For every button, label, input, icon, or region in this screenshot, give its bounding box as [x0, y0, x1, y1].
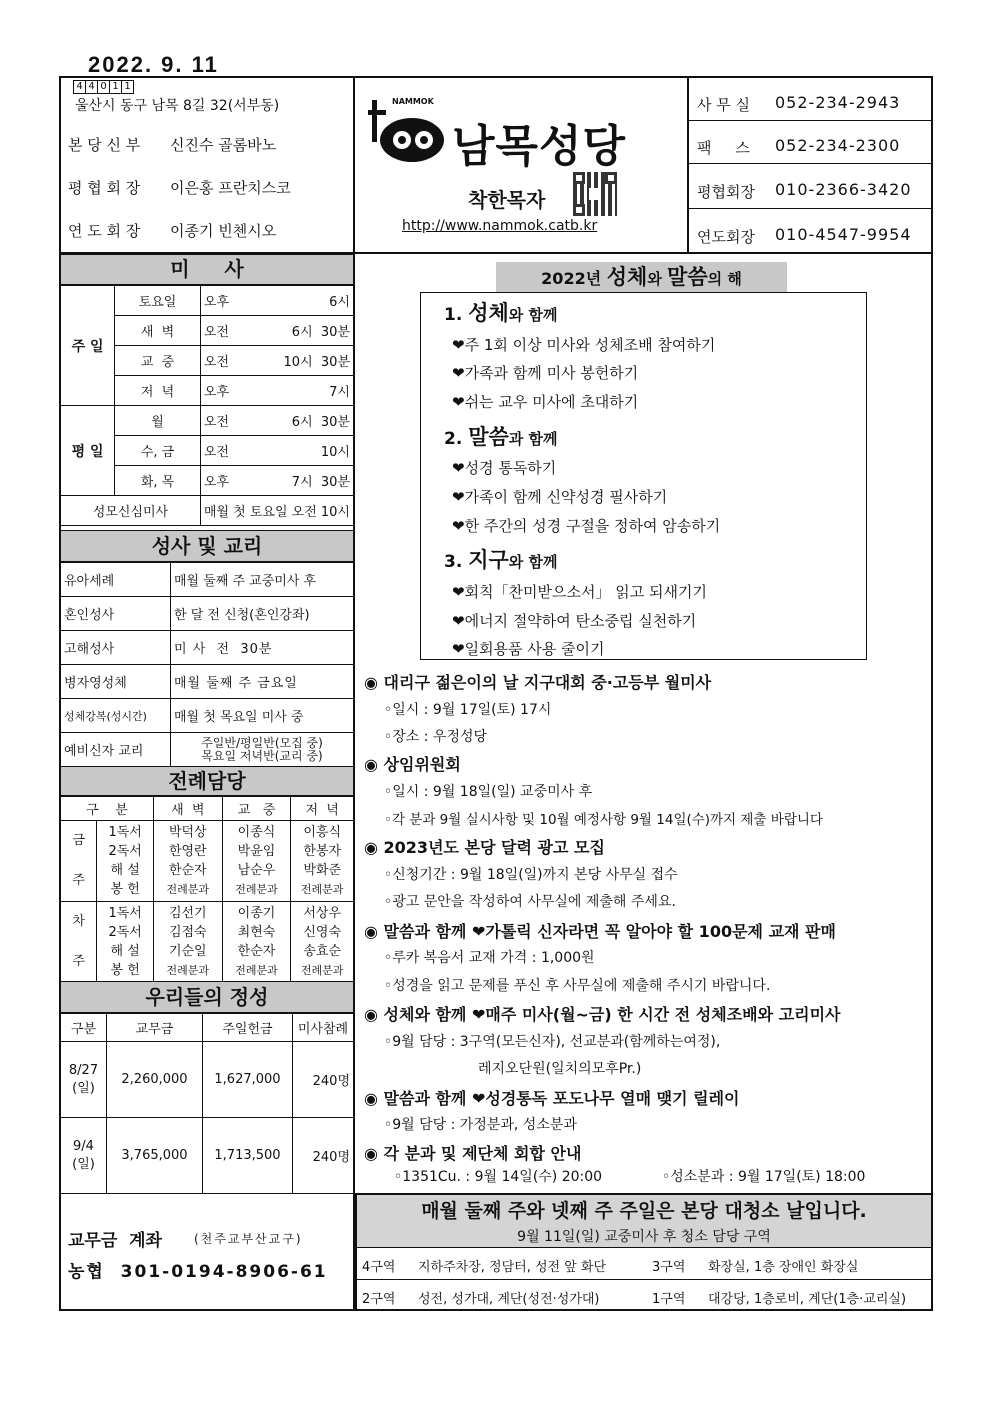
announcement-line: ◦9월 담당 : 3구역(모든신자), 선교분과(함께하는여정), [384, 1034, 721, 1050]
council-president-name: 이은홍 프란치스코 [170, 179, 291, 197]
liturgy-role: 1독서 [108, 906, 142, 921]
sacrament-value: 매월 둘째 주 교중미사 후 [171, 563, 354, 597]
contact-divider [689, 120, 932, 121]
theme-item [452, 362, 638, 383]
theme-num: 2. [444, 429, 469, 449]
theme-item-text: 가족과 함께 미사 봉헌하기 [464, 364, 639, 382]
cleaning-area: 대강당, 1층로비, 계단(1층·교리실) [708, 1292, 907, 1307]
offering-table [60, 1013, 354, 1194]
liturgy-role: 2독서 [108, 844, 142, 859]
account-sub: (천주교부산교구) [194, 1232, 303, 1246]
week-label-char: 주 [72, 873, 85, 888]
bullet-circle-icon: ◉ [364, 922, 384, 941]
sacrament-label: 예비신자 교리 [61, 733, 171, 767]
theme-section-heading [444, 544, 558, 574]
announcement-line: ◦9월 담당 : 가정분과, 성소분과 [384, 1117, 577, 1133]
liturgy-person: 이종기 [237, 906, 276, 921]
offering-header: 주일헌금 [203, 1014, 293, 1042]
pastor-name: 신진수 골롬바노 [170, 136, 277, 154]
cleaning-zone: 2구역 [362, 1292, 396, 1307]
theme-num: 3. [444, 552, 469, 572]
liturgy-person: 한봉자 [303, 844, 342, 859]
mass-time: 7시 30분 [242, 466, 353, 496]
theme-item-text: 한 주간의 성경 구절을 정하여 암송하기 [464, 517, 721, 535]
header-divider-right [687, 77, 689, 253]
liturgy-person: 박덕상 [168, 825, 207, 840]
mass-time: 10시 [242, 436, 353, 466]
account-number: 농협 301-0194-8906-61 [68, 1262, 328, 1282]
sacrament-value: 매월 첫 목요일 미사 중 [171, 699, 354, 733]
announcement-line: ◦광고 문안을 작성하여 사무실에 제출해 주세요. [384, 894, 676, 910]
liturgy-week-label [61, 821, 97, 902]
motto: 착한목자 [468, 188, 546, 212]
bullet-circle-icon: ◉ [364, 673, 384, 692]
account-divider [61, 1193, 353, 1194]
heart-icon: ❤ [452, 336, 465, 354]
announcement-line: 레지오단원(일치의모후Pr.) [478, 1061, 642, 1077]
liturgy-person: 최현숙 [237, 925, 276, 940]
cleaning-divider [357, 1247, 931, 1248]
liturgy-header: 교 중 [222, 797, 291, 821]
pastor-label: 본 당 신 부 [68, 136, 141, 154]
theme-num: 1. [444, 305, 469, 325]
council-president-label: 평 협 회 장 [68, 179, 141, 197]
account-label: 교무금 계좌 [68, 1231, 162, 1251]
announcement-line: ◦루카 복음서 교재 가격 : 1,000원 [384, 950, 595, 966]
year-theme-title [496, 262, 787, 292]
offering-tithe: 2,260,000 [107, 1042, 203, 1118]
liturgy-role: 2독서 [108, 925, 142, 940]
mass-ampm: 오후 [200, 286, 242, 316]
announcement-line: ◦일시 : 9월 18일(일) 교중미사 후 [384, 784, 593, 800]
sacrament-value: 매월 둘째 주 금요일 [171, 665, 354, 699]
theme-item [452, 515, 720, 536]
mass-time: 7시 [242, 376, 353, 406]
mass-day: 수, 금 [115, 436, 201, 466]
liturgy-role: 해 설 [110, 863, 140, 878]
offering-header: 미사참례 [293, 1014, 354, 1042]
announcement-title [364, 1141, 581, 1164]
mass-day: 월 [115, 406, 201, 436]
liturgy-roles [97, 902, 154, 983]
bullet-circle-icon: ◉ [364, 1005, 384, 1024]
church-name: 남목성당 [452, 121, 627, 172]
office-label: 사 무 실 [697, 96, 751, 114]
right-frame-edge [931, 253, 933, 1195]
postcode-digit: 1 [122, 80, 134, 94]
catechumen-value [171, 733, 354, 767]
announcement-title-text: 각 분과 및 제단체 회합 안내 [383, 1144, 582, 1163]
mass-day: 새 벽 [115, 316, 201, 346]
church-logo-icon [368, 96, 446, 166]
theme-title-part: 와 [647, 270, 668, 288]
liturgy-person: 박윤임 [237, 844, 276, 859]
liturgy-person: 전례분과 [235, 883, 278, 896]
liturgy-col [291, 821, 354, 902]
memorial-phone: 010-4547-9954 [775, 225, 912, 244]
theme-item [452, 391, 638, 412]
liturgy-header: 새 벽 [153, 797, 222, 821]
announcement-title [364, 919, 836, 942]
liturgy-person: 한순자 [168, 863, 207, 878]
postcode-digit: 0 [98, 80, 110, 94]
liturgy-person: 전례분과 [300, 883, 344, 896]
announcement-title-text: 성체와 함께 ❤매주 미사(월~금) 한 시간 전 성체조배와 고리미사 [383, 1005, 841, 1024]
mass-time: 6시 30분 [242, 316, 353, 346]
theme-key: 성체 [468, 301, 509, 325]
theme-tail: 와 함께 [508, 306, 558, 324]
liturgy-roles [97, 821, 154, 902]
liturgy-person: 한영란 [168, 844, 207, 859]
postcode-digit: 1 [110, 80, 122, 94]
sacrament-value: 미 사 전 30분 [171, 631, 354, 665]
liturgy-person: 전례분과 [166, 964, 210, 977]
announcement-line: ◦성경을 읽고 문제를 푸신 후 사무실에 제출해 주시기 바랍니다. [384, 978, 771, 994]
heart-icon: ❤ [452, 517, 465, 535]
bullet-circle-icon: ◉ [364, 755, 384, 774]
liturgy-person: 서상우 [303, 906, 342, 921]
church-address: 울산시 동구 남목 8길 32(서부동) [75, 98, 280, 114]
liturgy-col [291, 902, 354, 983]
liturgy-person: 전례분과 [300, 964, 344, 977]
memorial-phone-label: 연도회장 [697, 228, 755, 246]
offering-date-text: 9/4 [73, 1138, 94, 1154]
cleaning-divider [357, 1279, 931, 1280]
theme-item [452, 457, 556, 478]
announcement-title [364, 752, 461, 775]
liturgy-header: 구 분 [61, 797, 154, 821]
sacrament-label: 혼인성사 [61, 597, 171, 631]
liturgy-person: 남순우 [237, 863, 276, 878]
heart-icon: ❤ [452, 612, 465, 630]
bulletin-date: 2022. 9. 11 [88, 52, 219, 77]
theme-key: 말씀 [468, 425, 509, 449]
theme-item [452, 334, 715, 355]
logo-small-text: NAMMOK [392, 97, 434, 106]
cleaning-area: 화장실, 1층 장애인 화장실 [708, 1260, 859, 1275]
mass-ampm: 오전 [200, 346, 242, 376]
liturgy-person: 이흥식 [303, 825, 342, 840]
sacrament-label: 성체강복(성시간) [61, 699, 171, 733]
bullet-circle-icon: ◉ [364, 838, 384, 857]
sunday-label: 주 일 [61, 286, 115, 406]
mass-ampm: 오후 [200, 466, 242, 496]
council-phone-label: 평협회장 [697, 183, 755, 201]
liturgy-week-label [61, 902, 97, 983]
cleaning-title: 매월 둘째 주와 넷째 주 주일은 본당 대청소 날입니다. [421, 1200, 867, 1222]
mass-time: 6시 [242, 286, 353, 316]
liturgy-role: 1독서 [108, 825, 142, 840]
heart-icon: ❤ [452, 488, 465, 506]
liturgy-header: 저 녁 [291, 797, 354, 821]
fax-label: 팩 스 [697, 139, 750, 157]
offering-attendance: 240명 [293, 1042, 354, 1118]
heart-icon: ❤ [452, 459, 465, 477]
liturgy-table [60, 796, 354, 983]
weekday-label: 평 일 [61, 406, 115, 496]
cleaning-zone: 4구역 [362, 1260, 396, 1275]
announcement-title-text: 말씀과 함께 ❤가톨릭 신자라면 꼭 알아야 할 100문제 교재 판매 [383, 922, 836, 941]
mass-day: 교 중 [115, 346, 201, 376]
sacraments-section-title: 성사 및 교리 [61, 530, 353, 562]
theme-title-part: 2022년 [541, 269, 607, 288]
liturgy-role: 봉 헌 [110, 963, 140, 978]
theme-item-text: 가족이 함께 신약성경 필사하기 [464, 488, 668, 506]
cleaning-subtitle: 9월 11일(일) 교중미사 후 청소 담당 구역 [517, 1229, 771, 1245]
offering-sunday: 1,713,500 [203, 1118, 293, 1194]
liturgy-section-title: 전례담당 [61, 766, 353, 796]
marian-mass-label: 성모신심미사 [61, 496, 201, 526]
liturgy-person: 기순일 [168, 944, 207, 959]
announcement-line: ◦각 분과 9월 실시사항 및 10월 예정사항 9월 14일(수)까지 제출 바랍니다 [384, 812, 823, 828]
announcement-line: ◦신청기간 : 9월 18일(일)까지 본당 사무실 접수 [384, 867, 678, 883]
fax-number: 052-234-2300 [775, 136, 901, 155]
memorial-president-label: 연 도 회 장 [68, 222, 141, 240]
announcement-title [364, 835, 605, 858]
sacrament-label: 유아세례 [61, 563, 171, 597]
church-website-link[interactable]: http://www.nammok.catb.kr [402, 218, 598, 234]
heart-icon: ❤ [452, 640, 465, 658]
mass-day: 화, 목 [115, 466, 201, 496]
theme-item-text: 쉬는 교우 미사에 초대하기 [464, 393, 639, 411]
week-label-char: 주 [72, 954, 85, 969]
heart-icon: ❤ [452, 583, 465, 601]
announcement-title [364, 1086, 739, 1109]
week-label-char: 금 [72, 833, 85, 848]
offering-header: 구분 [61, 1014, 107, 1042]
cleaning-area: 성전, 성가대, 계단(성전·성가대) [418, 1292, 600, 1307]
contact-divider [689, 163, 932, 164]
postcode-boxes [73, 80, 134, 94]
offering-day-text: (일) [72, 1080, 95, 1096]
offering-sunday: 1,627,000 [203, 1042, 293, 1118]
cleaning-area: 지하주차장, 정담터, 성전 앞 화단 [418, 1260, 607, 1275]
theme-title-key: 성체 [606, 265, 648, 289]
week-label-char: 차 [72, 914, 85, 929]
liturgy-person: 김선기 [168, 906, 207, 921]
sacraments-table [60, 562, 354, 767]
liturgy-role: 봉 헌 [110, 882, 140, 897]
announcement-line: ◦장소 : 우정성당 [384, 729, 488, 745]
liturgy-col [222, 902, 291, 983]
postcode-digit: 4 [73, 80, 86, 94]
announcement-title-text: 말씀과 함께 ❤성경통독 포도나무 열매 맺기 릴레이 [383, 1089, 740, 1108]
theme-item [452, 581, 707, 602]
mass-ampm: 오전 [200, 406, 242, 436]
council-phone: 010-2366-3420 [775, 180, 912, 199]
offering-header: 교무금 [107, 1014, 203, 1042]
theme-section-heading [444, 297, 558, 327]
announcement-title-text: 2023년도 본당 달력 광고 모집 [383, 838, 605, 857]
theme-item [452, 486, 667, 507]
sacrament-label: 고해성사 [61, 631, 171, 665]
catechumen-line: 주일반/평일반(모집 중) [201, 735, 323, 750]
offering-day-text: (일) [72, 1156, 95, 1172]
sacrament-value: 한 달 전 신청(혼인강좌) [171, 597, 354, 631]
office-phone: 052-234-2943 [775, 93, 901, 112]
announcement-title-text: 대리구 젊은이의 날 지구대회 중·고등부 월미사 [383, 673, 712, 692]
theme-title-part: 의 해 [707, 270, 742, 288]
theme-item [452, 638, 605, 659]
offering-attendance: 240명 [293, 1118, 354, 1194]
theme-item-text: 에너지 절약하여 탄소중립 실천하기 [464, 612, 697, 630]
mass-day: 저 녁 [115, 376, 201, 406]
cleaning-zone: 1구역 [652, 1292, 686, 1307]
announcement-line: ◦성소분과 : 9월 17일(토) 18:00 [662, 1169, 866, 1185]
mass-time: 6시 30분 [242, 406, 353, 436]
theme-tail: 과 함께 [508, 430, 558, 448]
contact-divider [689, 208, 932, 209]
announcement-title [364, 1002, 840, 1025]
qr-code-icon [573, 172, 617, 216]
offering-section-title: 우리들의 정성 [61, 981, 353, 1013]
heart-icon: ❤ [452, 364, 465, 382]
theme-item-text: 주 1회 이상 미사와 성체조배 참여하기 [464, 336, 716, 354]
theme-section-heading [444, 421, 558, 451]
offering-tithe: 3,765,000 [107, 1118, 203, 1194]
theme-item-text: 일회용품 사용 줄이기 [464, 640, 605, 658]
postcode-digit: 4 [86, 80, 98, 94]
mass-ampm: 오후 [200, 376, 242, 406]
mass-ampm: 오전 [200, 436, 242, 466]
sacrament-label: 병자영성체 [61, 665, 171, 699]
liturgy-person: 이종식 [237, 825, 276, 840]
cleaning-zone: 3구역 [652, 1260, 686, 1275]
offering-date-text: 8/27 [68, 1062, 99, 1078]
announcement-line: ◦1351Cu. : 9월 14일(수) 20:00 [394, 1169, 603, 1185]
liturgy-person: 전례분과 [166, 883, 210, 896]
mass-day: 토요일 [115, 286, 201, 316]
liturgy-person: 신영숙 [303, 925, 342, 940]
offering-date [61, 1042, 107, 1118]
mass-ampm: 오전 [200, 316, 242, 346]
mass-table [60, 285, 354, 526]
announcement-title [364, 670, 711, 693]
bullet-circle-icon: ◉ [364, 1089, 384, 1108]
marian-mass-value: 매월 첫 토요일 오전 10시 [200, 496, 353, 526]
liturgy-col [153, 821, 222, 902]
liturgy-person: 박화준 [303, 863, 342, 878]
liturgy-person: 송효순 [303, 944, 342, 959]
announcement-line: ◦일시 : 9월 17일(토) 17시 [384, 702, 552, 718]
heart-icon: ❤ [452, 393, 465, 411]
mass-section-title: 미 사 [61, 255, 353, 285]
theme-item-text: 회칙「찬미받으소서」 읽고 되새기기 [464, 583, 707, 601]
announcement-title-text: 상임위원회 [383, 755, 461, 774]
bullet-circle-icon: ◉ [364, 1144, 384, 1163]
mass-time: 10시 30분 [242, 346, 353, 376]
liturgy-col [153, 902, 222, 983]
theme-key: 지구 [468, 548, 509, 572]
liturgy-col [222, 821, 291, 902]
memorial-president-name: 이종기 빈첸시오 [170, 222, 277, 240]
header-divider-left [353, 77, 355, 253]
theme-title-key: 말씀 [667, 265, 708, 289]
theme-item-text: 성경 통독하기 [464, 459, 557, 477]
catechumen-line: 목요일 저녁반(교리 중) [201, 748, 323, 763]
liturgy-role: 해 설 [110, 944, 140, 959]
liturgy-person: 전례분과 [235, 964, 278, 977]
offering-date [61, 1118, 107, 1194]
liturgy-person: 김점숙 [168, 925, 207, 940]
liturgy-person: 한순자 [237, 944, 276, 959]
theme-item [452, 610, 696, 631]
theme-tail: 와 함께 [508, 553, 558, 571]
